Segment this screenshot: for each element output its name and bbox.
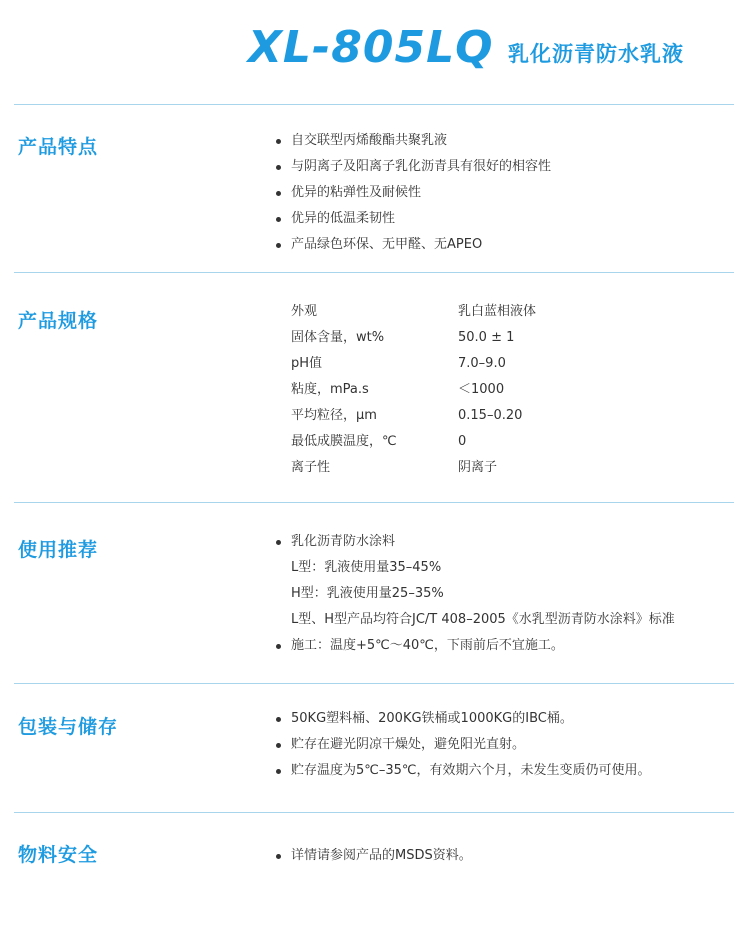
safety-list — [276, 843, 472, 869]
spec-key: 离子性 — [291, 460, 331, 475]
bullet-icon — [276, 769, 281, 774]
list-item: 优异的低温柔韧性 — [276, 206, 551, 232]
divider — [14, 683, 734, 684]
table-row — [291, 299, 591, 325]
section-title-packaging: 包装与储存 — [18, 716, 119, 738]
list-item: 详情请参阅产品的MSDS资料。 — [276, 843, 472, 869]
bullet-icon — [276, 717, 281, 722]
spec-value: 0 — [458, 434, 467, 449]
spec-key: pH值 — [291, 356, 323, 371]
list-item: 乳化沥青防水涂料 — [276, 529, 675, 555]
product-code: XL-805LQ — [248, 22, 494, 73]
list-item: 施工：温度+5℃～40℃，下雨前后不宜施工。 — [276, 633, 675, 659]
section-title-features: 产品特点 — [18, 136, 99, 158]
packaging-list — [276, 706, 651, 784]
section-title-safety: 物料安全 — [18, 844, 99, 866]
list-item: 自交联型丙烯酸酯共聚乳液 — [276, 128, 551, 154]
table-row — [291, 351, 591, 377]
bullet-icon — [276, 217, 281, 222]
list-item: 产品绿色环保、无甲醛、无APEO — [276, 232, 551, 258]
list-item: 优异的粘弹性及耐候性 — [276, 180, 551, 206]
spec-key: 固体含量，wt% — [291, 330, 385, 345]
spec-value: 0.15–0.20 — [458, 408, 523, 423]
list-item: 与阴离子及阳离子乳化沥青具有很好的相容性 — [276, 154, 551, 180]
table-row — [291, 377, 591, 403]
usage-list — [276, 529, 675, 659]
bullet-icon — [276, 644, 281, 649]
divider — [14, 812, 734, 813]
bullet-icon — [276, 139, 281, 144]
spec-key: 平均粒径，μm — [291, 408, 377, 423]
spec-value: 乳白蓝相液体 — [458, 304, 537, 319]
bullet-icon — [276, 540, 281, 545]
bullet-icon — [276, 743, 281, 748]
features-list — [276, 128, 551, 258]
spec-value: 阴离子 — [458, 460, 498, 475]
divider — [14, 272, 734, 273]
list-item: 50KG塑料桶、200KG铁桶或1000KG的IBC桶。 — [276, 706, 651, 732]
list-item: 贮存在避光阴凉干燥处，避免阳光直射。 — [276, 732, 651, 758]
divider — [14, 104, 734, 105]
spec-value: 50.0 ± 1 — [458, 330, 515, 345]
bullet-icon — [276, 191, 281, 196]
section-title-usage: 使用推荐 — [18, 539, 99, 561]
specs-table — [291, 299, 591, 481]
table-row — [291, 403, 591, 429]
list-subitem: H型：乳液使用量25–35% — [291, 586, 444, 601]
spec-key: 外观 — [291, 304, 318, 319]
header — [0, 0, 750, 100]
list-item: 贮存温度为5℃–35℃，有效期六个月，未发生变质仍可使用。 — [276, 758, 651, 784]
divider — [14, 502, 734, 503]
bullet-icon — [276, 165, 281, 170]
table-row — [291, 429, 591, 455]
spec-value: ＜1000 — [458, 382, 505, 397]
list-subitem: L型：乳液使用量35–45% — [291, 560, 442, 575]
spec-key: 粘度，mPa.s — [291, 382, 369, 397]
table-row — [291, 325, 591, 351]
table-row — [291, 455, 591, 481]
list-subitem: L型、H型产品均符合JC/T 408–2005《水乳型沥青防水涂料》标准 — [291, 612, 675, 627]
section-title-specs: 产品规格 — [18, 310, 99, 332]
bullet-icon — [276, 854, 281, 859]
product-name: 乳化沥青防水乳液 — [508, 42, 684, 66]
bullet-icon — [276, 243, 281, 248]
spec-value: 7.0–9.0 — [458, 356, 506, 371]
spec-key: 最低成膜温度，℃ — [291, 434, 397, 449]
